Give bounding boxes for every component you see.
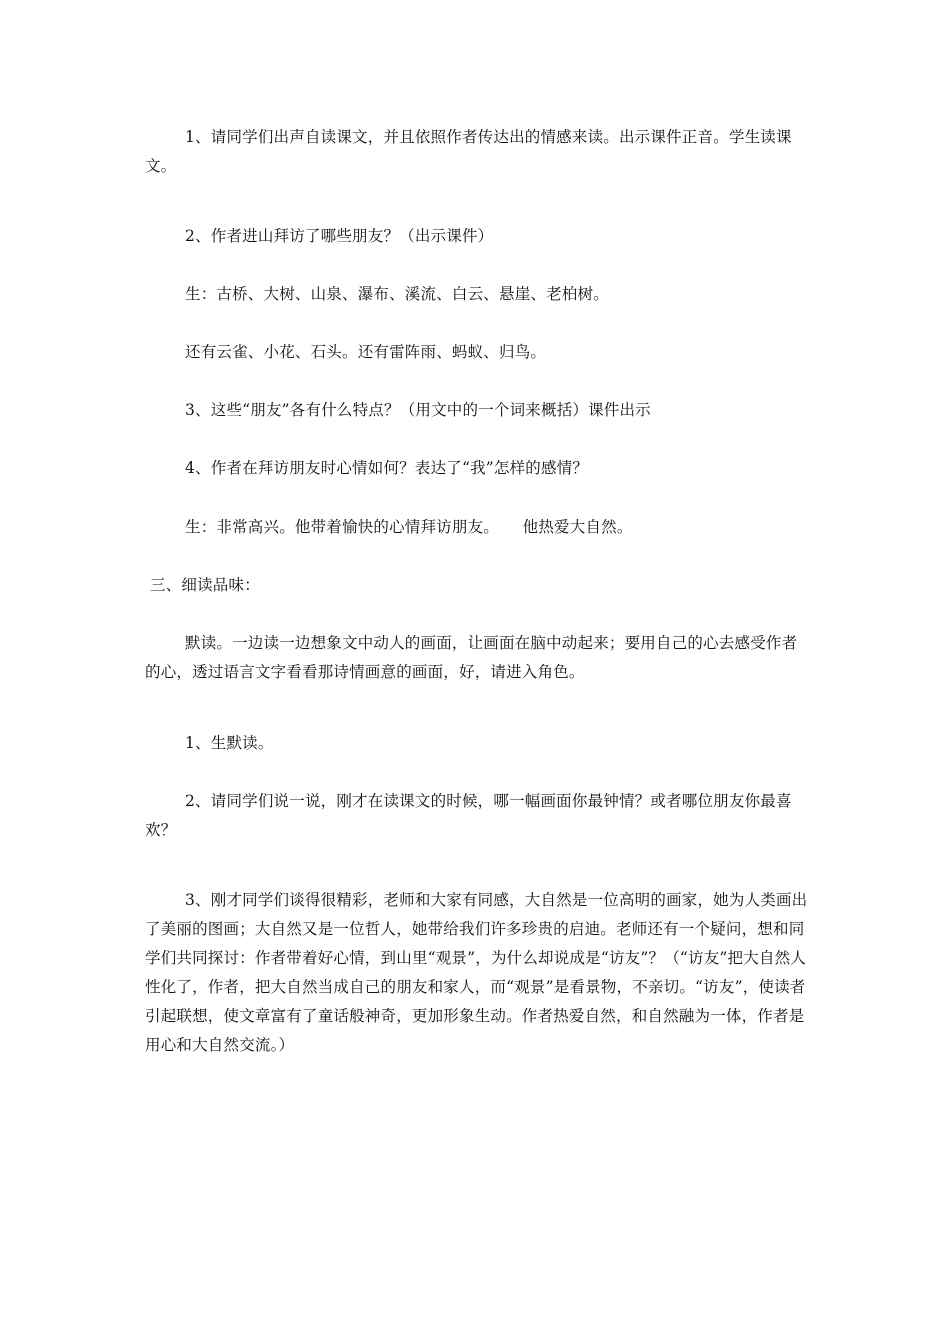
paragraph-3: 生：古桥、大树、山泉、瀑布、溪流、白云、悬崖、老柏树。 <box>185 285 609 303</box>
paragraph-4: 还有云雀、小花、石头。还有雷阵雨、蚂蚁、归鸟。 <box>185 343 547 361</box>
paragraph-2: 2、作者进山拜访了哪些朋友？（出示课件） <box>185 227 494 245</box>
paragraph-11: 3、刚才同学们谈得很精彩，老师和大家有同感，大自然是一位高明的画家，她为人类画出了美丽的图画；大自然又是一位哲人，她带给我们许多珍贵的启迪。老师还有一个疑问，想和同学们共同探讨：作者带着好心情，到山里“观景”，为什么却说成是“访友”？（“访友”把大自然人性化了，作者，把大自然当成自己的朋友和家人，而“观景”是看景物，不亲切。“访友”，使读者引起联想，使文章富有了童话般神奇，更加形象生动。作者热爱自然，和自然融为一体，作者是用心和大自然交流。） <box>145 891 808 1054</box>
paragraph-7: 生：非常高兴。他带着愉快的心情拜访朋友。 他热爱大自然。 <box>185 518 633 536</box>
paragraph-6: 4、作者在拜访朋友时心情如何？表达了“我”怎样的感情？ <box>185 459 589 477</box>
paragraph-9: 1、生默读。 <box>185 734 274 752</box>
paragraph-5: 3、这些“朋友”各有什么特点？（用文中的一个词来概括）课件出示 <box>185 401 651 419</box>
paragraph-10: 2、请同学们说一说，刚才在读课文的时候，哪一幅画面你最钟情？或者哪位朋友你最喜欢？ <box>145 792 792 839</box>
paragraph-1: 1、请同学们出声自读课文，并且依照作者传达出的情感来读。出示课件正音。学生读课文。 <box>145 128 792 175</box>
paragraph-8: 默读。一边读一边想象文中动人的画面，让画面在脑中动起来；要用自己的心去感受作者的心，透过语言文字看看那诗情画意的画面，好，请进入角色。 <box>145 634 798 681</box>
section-heading: 三、细读品味： <box>150 576 260 594</box>
